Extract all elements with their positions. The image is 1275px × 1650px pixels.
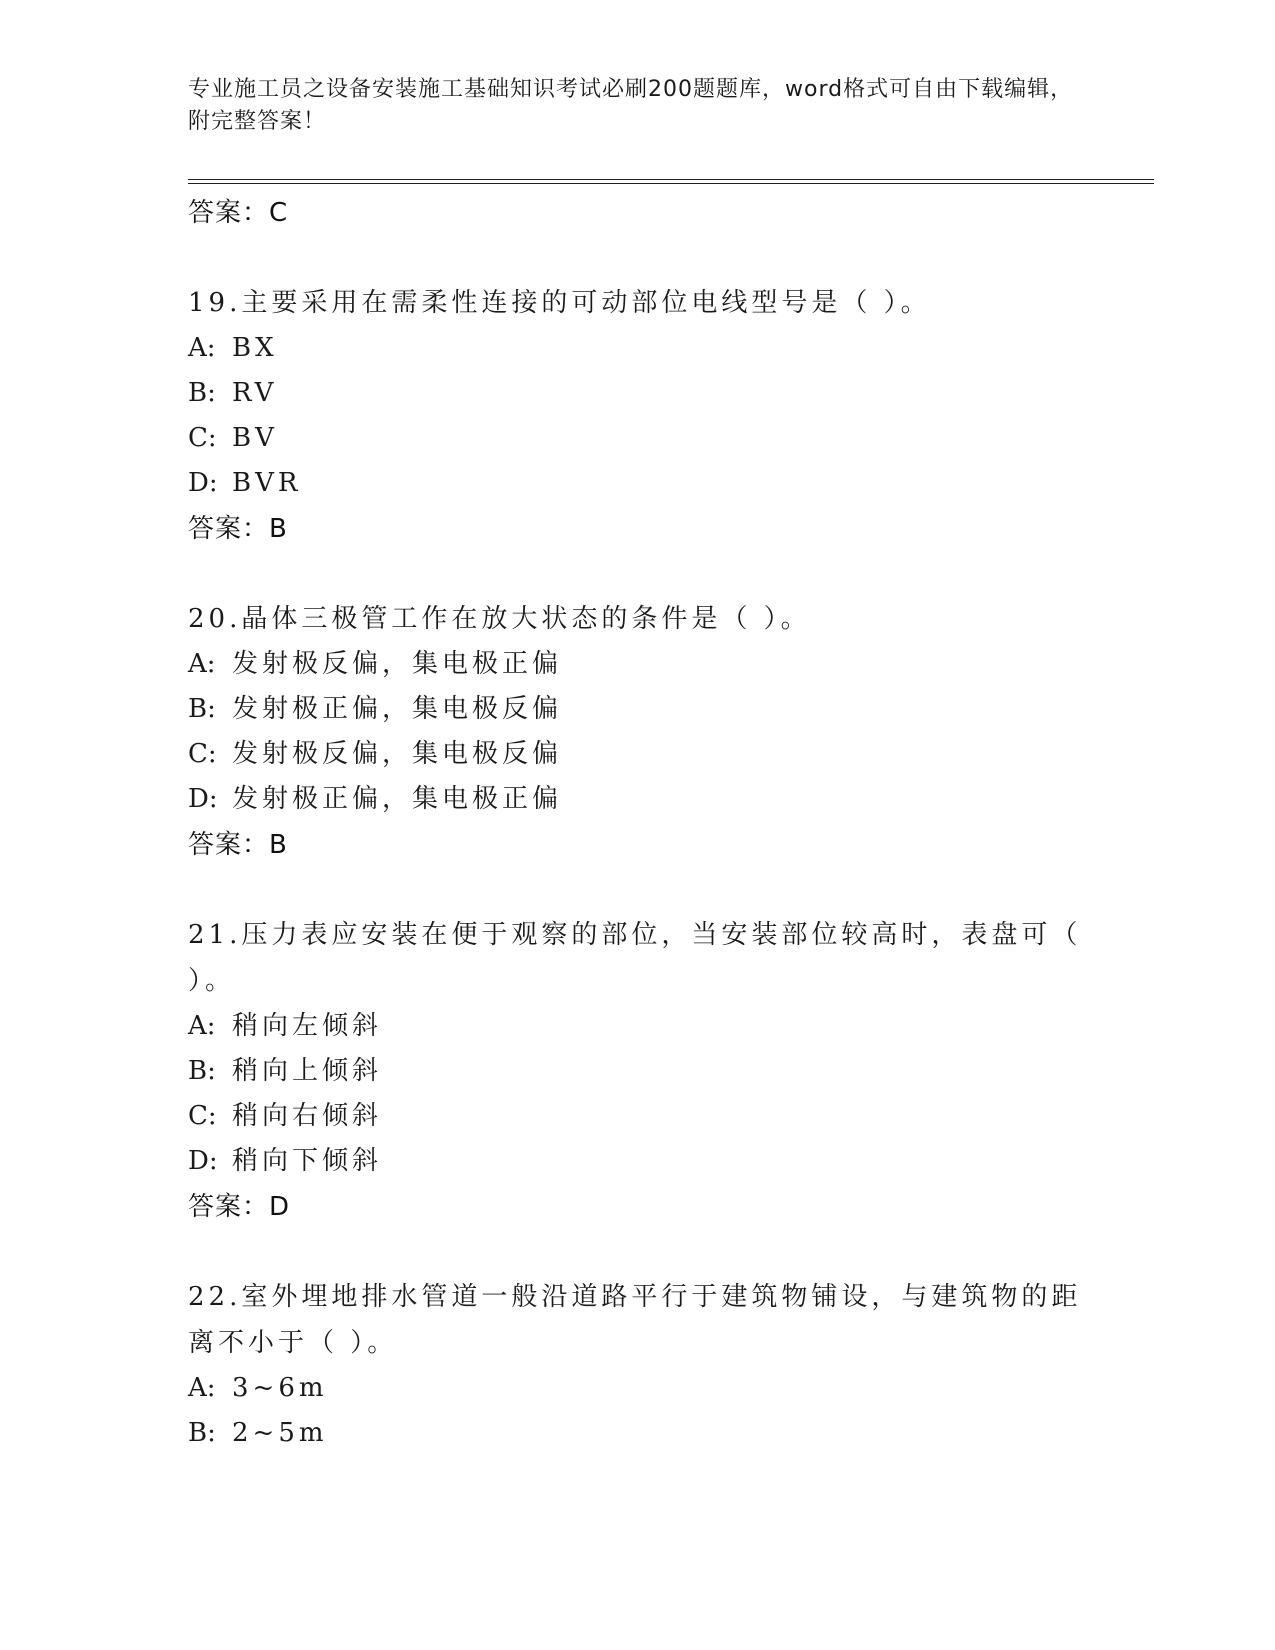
question-22-text: 22.室外埋地排水管道一般沿道路平行于建筑物铺设，与建筑物的距离不小于（ ）。 [188, 1282, 1082, 1358]
question-20-text: 20.晶体三极管工作在放大状态的条件是（ ）。 [188, 604, 811, 634]
question-20-option-b [188, 687, 1108, 732]
option-label: A: [188, 1011, 216, 1041]
option-label: B: [188, 1418, 216, 1448]
option-label: B: [188, 1056, 216, 1086]
question-21-option-b [188, 1049, 1108, 1094]
option-text: 稍向右倾斜 [232, 1101, 383, 1131]
option-text: 3~6m [232, 1373, 328, 1403]
option-text: 稍向下倾斜 [232, 1146, 383, 1176]
option-label: C: [188, 423, 217, 453]
option-label: D: [188, 784, 218, 814]
option-text: BX [232, 333, 278, 363]
answer-18: 答案：C [188, 198, 289, 228]
question-list [188, 190, 1108, 1456]
option-text: 发射极正偏，集电极反偏 [232, 694, 563, 724]
question-19-text: 19.主要采用在需柔性连接的可动部位电线型号是（ ）。 [188, 288, 931, 318]
answer-20: 答案：B [188, 830, 288, 860]
option-text: 发射极正偏，集电极正偏 [232, 784, 563, 814]
question-19-option-c [188, 416, 1108, 461]
answer-21: 答案：D [188, 1192, 291, 1222]
option-label: C: [188, 1101, 217, 1131]
answer-19: 答案：B [188, 514, 288, 544]
option-text: 发射极反偏，集电极反偏 [232, 739, 563, 769]
option-label: A: [188, 649, 216, 679]
question-20-option-a [188, 642, 1108, 687]
option-text: BV [232, 423, 278, 453]
question-block-22 [188, 1274, 1108, 1456]
option-text: 稍向左倾斜 [232, 1011, 383, 1041]
question-20-option-c [188, 732, 1108, 777]
header-divider-top [188, 179, 1154, 180]
document-header: 专业施工员之设备安装施工基础知识考试必刷200题题库，word格式可自由下载编辑，附完整答案！ [188, 77, 1074, 134]
question-19-option-d [188, 461, 1108, 506]
question-21-option-d [188, 1139, 1108, 1184]
header-divider-bottom [188, 183, 1154, 184]
question-20-option-d [188, 777, 1108, 822]
option-label: B: [188, 378, 216, 408]
question-19-option-b [188, 371, 1108, 416]
question-block-19 [188, 280, 1108, 552]
option-text: 发射极反偏，集电极正偏 [232, 649, 563, 679]
option-label: D: [188, 1146, 218, 1176]
question-22-option-a [188, 1366, 1108, 1411]
option-label: D: [188, 468, 218, 498]
question-block-20 [188, 596, 1108, 868]
option-text: RV [232, 378, 278, 408]
option-text: BVR [232, 468, 302, 498]
option-label: A: [188, 1373, 216, 1403]
option-text: 稍向上倾斜 [232, 1056, 383, 1086]
question-21-text: 21.压力表应安装在便于观察的部位，当安装部位较高时，表盘可（ ）。 [188, 920, 1082, 996]
question-19-option-a [188, 326, 1108, 371]
option-text: 2~5m [232, 1418, 328, 1448]
option-label: C: [188, 739, 217, 769]
question-21-option-c [188, 1094, 1108, 1139]
question-block-21 [188, 912, 1108, 1230]
option-label: B: [188, 694, 216, 724]
question-21-option-a [188, 1004, 1108, 1049]
question-22-option-b [188, 1411, 1108, 1456]
option-label: A: [188, 333, 216, 363]
